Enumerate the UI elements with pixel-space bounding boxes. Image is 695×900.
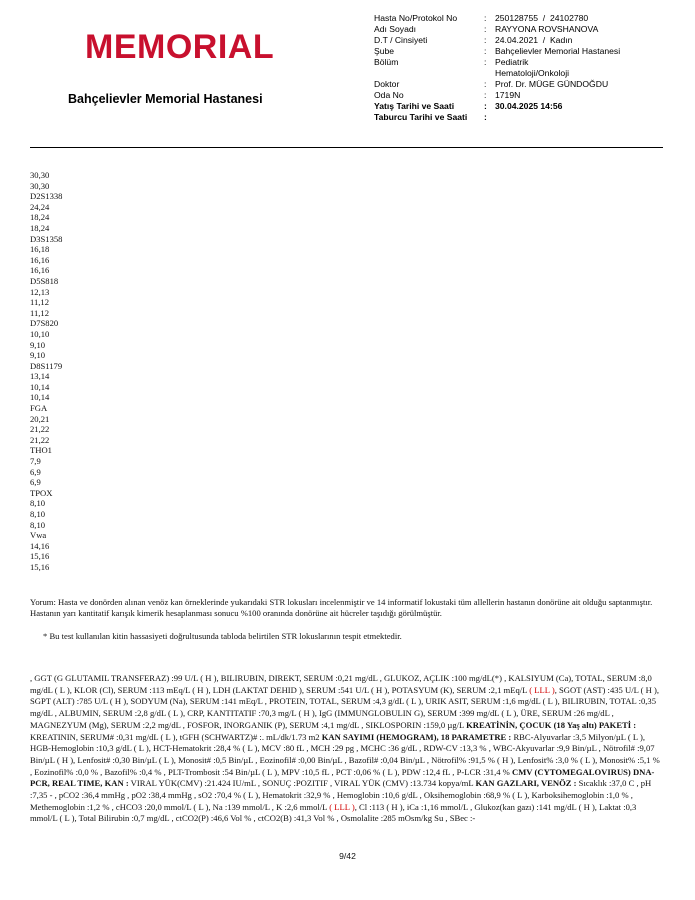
str-line: 13,14 (30, 371, 50, 382)
str-line: 10,14 (30, 392, 50, 403)
str-line: 18,24 (30, 222, 50, 233)
info-label: D.T / Cinsiyeti (374, 35, 428, 45)
info-value: Bahçelievler Memorial Hastanesi (495, 46, 621, 56)
str-line: FGA (30, 403, 48, 414)
str-line: 8,10 (30, 498, 46, 509)
memorial-logo: MEMORIAL (85, 28, 275, 66)
info-separator: : (484, 101, 487, 111)
lab-text: , SGOT (AST) :435 U/L ( H ), SGPT (ALT) :785 U/L ( H ), SODYUM (Na), SERUM :141 mEq/L , PROTEIN, TOTAL, SERUM :4,3 g/dL ( L ), URIK ASIT, SERUM :1,6 mg/dL ( L ), BILIRUBIN, TOTAL :0,35 mg/dL , ALBUMIN, SERUM :2,8 g/dL ( L ), CRP, KANTITATIF :70,3 mg/L ( H ), IgG (IMMUNGLOBULIN G), SERUM :399 mg/dL ( L ), ÜRE, SERUM :26 mg/dL , MAGNEZYUM (Mg), SERUM :2,2 mg/dL , FOSFOR, INORGANIK (P), SERUM :4,1 mg/dL , SIKLOSPORIN :159,0 µg/L (30, 684, 660, 730)
info-value: 1719N (495, 90, 521, 100)
info-value: 30.04.2025 14:56 (495, 101, 563, 111)
critical-flag: ( LLL ) (329, 801, 355, 812)
info-value: 24.04.2021 / Kadın (495, 35, 573, 45)
str-line: 30,30 (30, 180, 50, 191)
header-divider (30, 147, 663, 148)
info-separator: : (484, 24, 487, 34)
str-line: 16,16 (30, 265, 50, 276)
critical-flag: ( LLL ) (529, 684, 555, 695)
info-separator: : (484, 13, 487, 23)
info-label: Oda No (374, 90, 404, 100)
info-value: RAYYONA ROVSHANOVA (495, 24, 599, 34)
str-line: 10,10 (30, 328, 50, 339)
lab-panel-title: CMV (CYTOMEGALOVIRUS) DNA-PCR, REAL TIME, KAN : (30, 766, 655, 789)
info-separator: : (484, 79, 487, 89)
info-label: Taburcu Tarihi ve Saati (374, 112, 468, 122)
lab-text: VIRAL YÜK(CMV) :21.424 IU/mL , SONUÇ :POZITIF , VIRAL YÜK (CMV) :13.734 kopya/mL (128, 778, 476, 789)
lab-results-paragraph (30, 673, 664, 825)
patient-info-row (374, 46, 620, 57)
info-separator: : (484, 112, 487, 122)
info-value: 250128755 / 24102780 (495, 13, 589, 23)
str-line: THO1 (30, 445, 52, 456)
lab-panel-title: KAN GAZLARI, VENÖZ : (475, 778, 577, 789)
str-line: 9,10 (30, 339, 46, 350)
str-line: 9,10 (30, 350, 46, 361)
hospital-name: Bahçelievler Memorial Hastanesi (68, 92, 263, 106)
info-label: Hasta No/Protokol No (374, 13, 458, 23)
str-line: 16,16 (30, 254, 50, 265)
info-value: Prof. Dr. MÜGE GÜNDOĞDU (495, 79, 609, 89)
str-line: D2S1338 (30, 191, 63, 202)
lab-text: KREATININ, SERUM# :0,31 mg/dL ( L ), tGFH (SCHWARTZ)# :. mL/dk/1.73 m2 (30, 731, 322, 742)
str-line: 21,22 (30, 424, 50, 435)
lab-panel-title: KAN SAYIMI (HEMOGRAM), 18 PARAMETRE : (321, 731, 512, 742)
str-line: 8,10 (30, 509, 46, 519)
str-line: D7S820 (30, 318, 59, 329)
info-separator: : (484, 90, 487, 100)
info-label: Adı Soyadı (374, 24, 417, 34)
lab-text: RBC-Alyuvarlar :3,5 Milyon/µL ( L ), HGB-Hemoglobin :10,3 g/dL ( L ), HCT-Hematokrit :28,4 % ( L ), MCV :80 fL , MCH :29 pg , MCHC :36 g/dL , RDW-CV :13,3 % , WBC-Akyuvarlar :9,9 Bin/µL , Nötrofil# :9,07 Bin/µL ( H ), Lenfosit# :0,30 Bin/µL ( L ), Monosit# :0,5 Bin/µL , Eozinofil# :0,00 Bin/µL , Bazofil# :0,04 Bin/µL , Nötrofil% :91,5 % ( H ), Lenfosit% :3,0 % ( L ), Monosit% :5,1 % , Eozinofil% :0,0 % , Bazofil% :0,4 % , PLT-Trombosit :54 Bin/µL ( L ), MPV :10,5 fL , PCT :0,06 % ( L ), PDW :12,4 fL , P-LCR :31,4 % (30, 731, 660, 777)
lab-text: , Cl :113 ( H ), iCa :1,16 mmol/L , Glukoz(kan gazı) :141 mg/dL ( H ), Laktat :0,3 mmol/L ( L ), Total Bilirubin :0,7 mg/dL , ctCO2(P) :46,6 Vol % , ctCO2(B) :41,3 Vol % , Osmolalite :285 mOsm/kg Su , SBec :- (30, 801, 637, 824)
footnote: * Bu test kullanılan kitin hassasiyeti doğrultusunda tabloda belirtilen STR lokuslarının tespit etmektedir. (43, 631, 402, 641)
str-loci-list (30, 170, 62, 573)
str-line: 6,9 (30, 477, 41, 488)
patient-info-row (374, 57, 620, 79)
interpretation-note: Yorum: Hasta ve donörden alınan venöz kan örneklerinde yukarıdaki STR lokusları incelenmiştir ve 14 informatif lokustaki tüm allellerin hastanın donörüne ait olduğu saptanmıştır. Hastanın yarı kantitatif karışık kimerik hesaplanması sonucu %100 oranında donörüne ait hücreler taşıdığı görülmüştür. (30, 597, 653, 618)
str-line: TPOX (30, 487, 53, 498)
str-line: 15,16 (30, 551, 50, 562)
patient-info-row (374, 101, 620, 112)
info-label: Bölüm (374, 57, 399, 67)
str-line: 14,16 (30, 540, 50, 551)
str-line: 6,9 (30, 466, 41, 477)
str-line: 10,14 (30, 381, 50, 392)
str-line: 18,24 (30, 212, 50, 223)
patient-info-row (374, 79, 620, 90)
info-separator: : (484, 46, 487, 56)
str-line: 11,12 (30, 307, 50, 318)
lab-text: , GGT (G GLUTAMIL TRANSFERAZ) :99 U/L ( H ), BILIRUBIN, DIREKT, SERUM :0,21 mg/dL , GLUKOZ, AÇLIK :100 mg/dL(*) , KALSIYUM (Ca), TOTAL, SERUM :8,0 mg/dL ( L ), KLOR (Cl), SERUM :113 mEq/L ( H ), LDH (LAKTAT DEHID ), SERUM :541 U/L ( H ), POTASYUM (K), SERUM :2,1 mEq/L (30, 673, 652, 695)
str-line: 15,16 (30, 561, 50, 572)
patient-info-row (374, 90, 620, 101)
str-line: 8,10 (30, 519, 46, 530)
str-line: 7,9 (30, 456, 41, 467)
patient-info-row (374, 24, 620, 35)
str-line: D5S818 (30, 275, 59, 286)
patient-info-row (374, 35, 620, 46)
info-value: Pediatrik Hematoloji/Onkoloji (495, 57, 570, 78)
lab-text: Sıcaklık :37,0 C , pH :7,35 - , pCO2 :36,4 mmHg , pO2 :38,4 mmHg , sO2 :70,4 % ( L ), Hematokrit :32,9 % , Hemoglobin :10,6 g/dL , Oksihemoglobin :68,9 % ( L ), Karboksihemoglobin :1,0 % , Methemoglobin :1,2 % , cHCO3 :20,0 mmol/L ( L ), Na :139 mmol/L , K :2,6 mmol/L (30, 778, 652, 812)
patient-info-row (374, 112, 620, 123)
info-separator: : (484, 35, 487, 45)
info-label: Doktor (374, 79, 400, 89)
str-line: 21,22 (30, 434, 50, 445)
info-separator: : (484, 57, 487, 67)
str-line: D3S1358 (30, 233, 63, 244)
str-line: D8S1179 (30, 360, 63, 371)
lab-panel-title: KREATİNİN, ÇOCUK (18 Yaş altı) PAKETİ : (466, 719, 637, 730)
info-label: Şube (374, 46, 395, 56)
str-line: 12,13 (30, 286, 50, 297)
str-line: 24,24 (30, 201, 50, 212)
info-label: Yatış Tarihi ve Saati (374, 101, 455, 111)
str-line: 16,18 (30, 244, 50, 255)
str-line: 30,30 (30, 170, 50, 180)
patient-info-row (374, 13, 620, 24)
page-number: 9/42 (339, 851, 356, 861)
str-line: Vwa (30, 530, 47, 541)
patient-info-block (374, 13, 620, 123)
str-line: 11,12 (30, 297, 50, 308)
str-line: 20,21 (30, 413, 50, 424)
